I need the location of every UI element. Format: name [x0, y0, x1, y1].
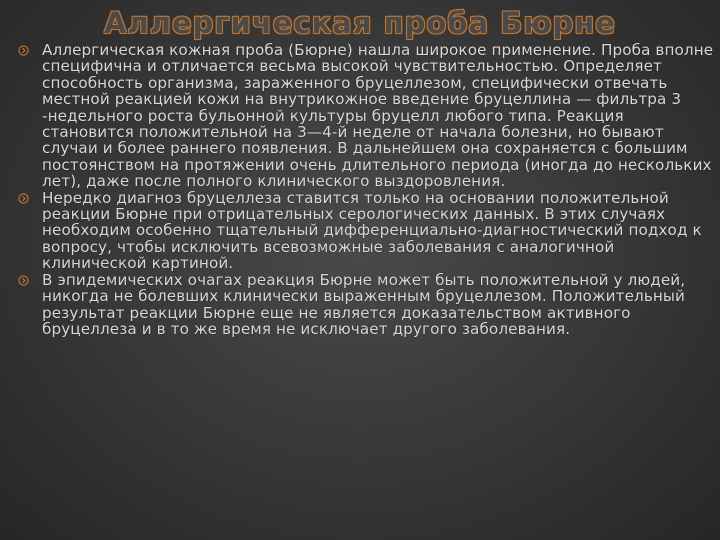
list-item	[18, 42, 718, 190]
list-item-text: В эпидемических очагах реакция Бюрне может быть положительной у людей, никогда не болевших клинически выраженным бруцеллезом. Положительный результат реакции Бюрне еще не является доказательством активного бруцеллеза и в то же время не исключает другого заболевания.	[42, 270, 686, 338]
bullet-list	[18, 42, 718, 337]
list-item-text: Нередко диагноз бруцеллеза ставится только на основании положительной реакции Бюрне при отрицательных серологических данных. В этих случаях необходим особенно тщательный дифференциально-диагностический подход к вопросу, чтобы исключить всевозможные заболевания с аналогичной клинической картиной.	[42, 188, 702, 273]
circle-arrow-icon	[18, 193, 29, 204]
circle-arrow-icon	[18, 275, 29, 286]
list-item	[18, 272, 718, 338]
slide-title: Аллергическая проба Бюрне	[104, 6, 616, 40]
list-item-text: Аллергическая кожная проба (Бюрне) нашла широкое применение. Проба вполне специфична и отличается весьма высокой чувствительностью. Определяет способность организма, зараженного бруцеллезом, специфически отвечать местной реакцией кожи на внутрикожное введение бруцеллина — фильтра 3 -недельного роста бульонной культуры бруцелл любого типа. Реакция становится положительной на 3—4-й неделе от начала болезни, но бывают случаи и более раннего появления. В дальнейшем она сохраняется с большим постоянством на протяжении очень длительного периода (иногда до нескольких лет), даже после полного клинического выздоровления.	[42, 41, 714, 191]
circle-arrow-icon	[18, 45, 29, 56]
list-item	[18, 190, 718, 272]
